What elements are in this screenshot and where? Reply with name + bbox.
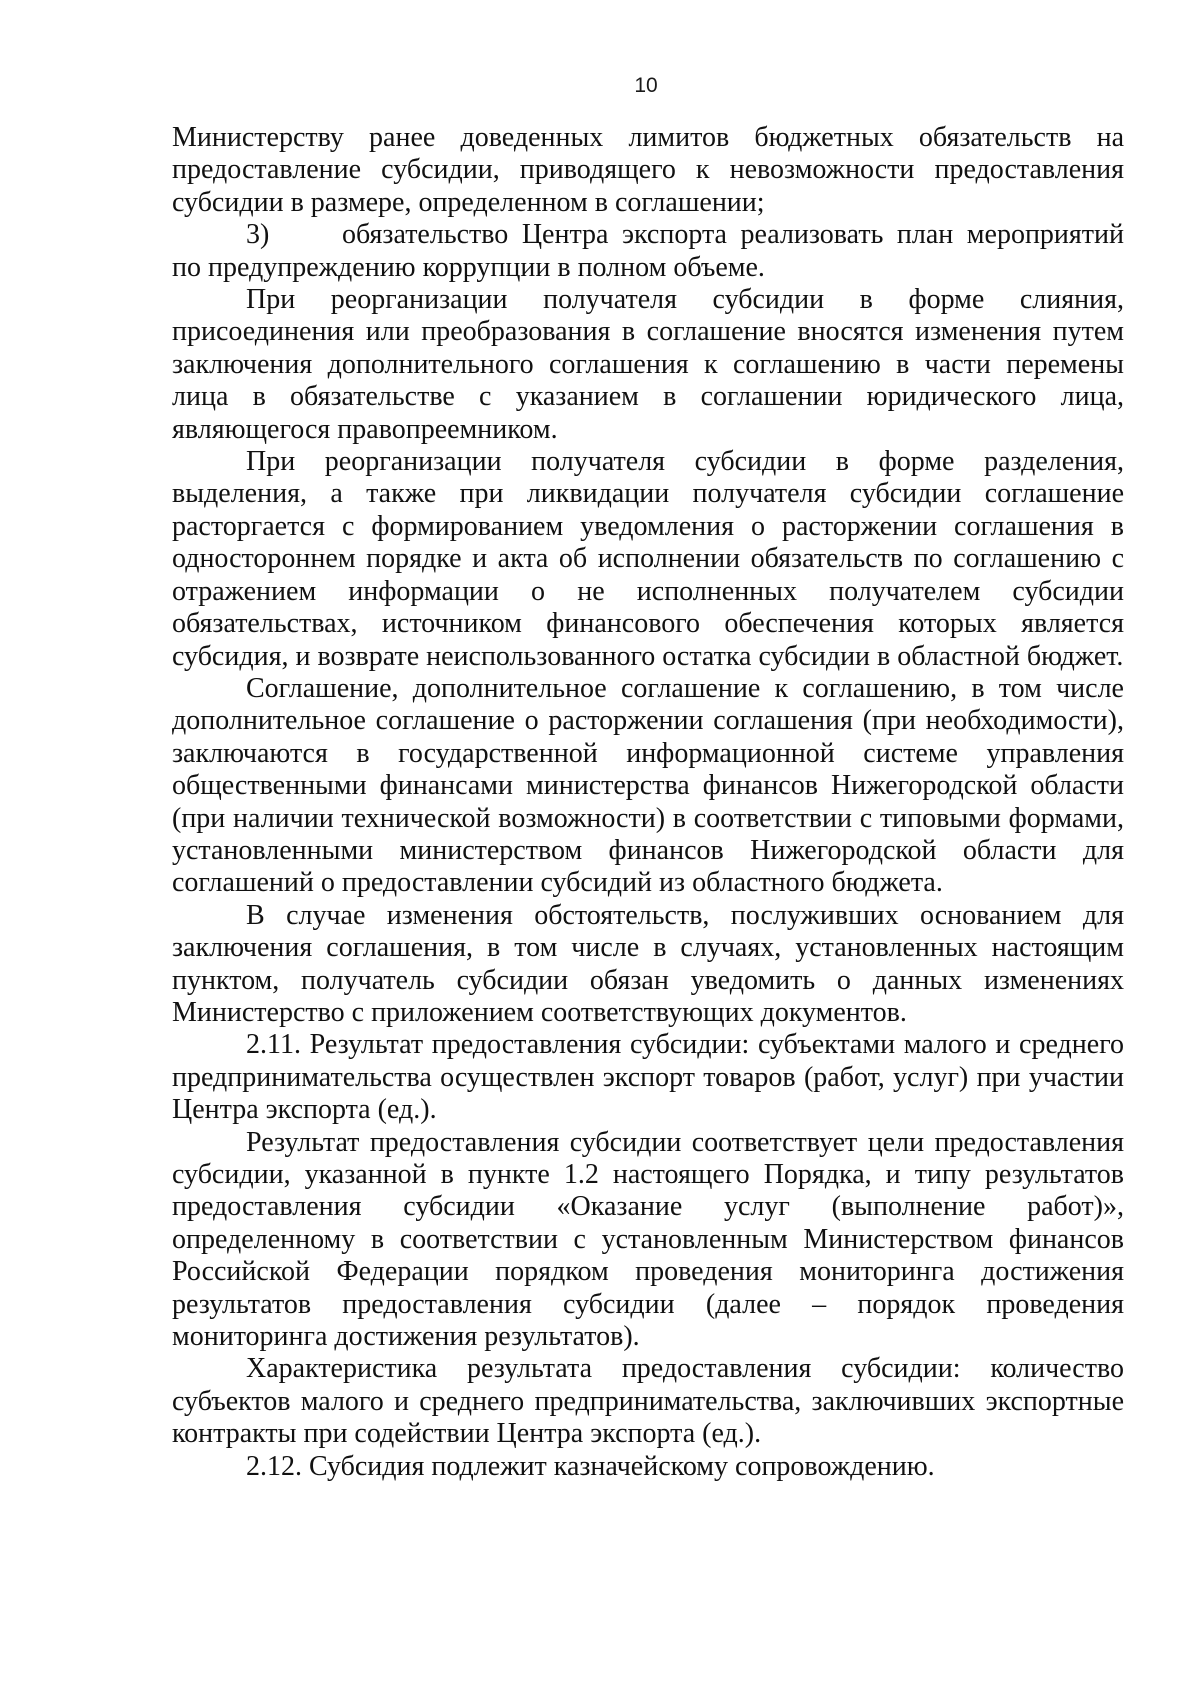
paragraph-2-11-result: 2.11. Результат предоставления субсидии: субъектами малого и среднего предпринимательства осуществлен экспорт товаров (работ, услуг) при участии Центра экспорта (ед.). (172, 1029, 1124, 1126)
paragraph-2-12-treasury: 2.12. Субсидия подлежит казначейскому сопровождению. (246, 1450, 935, 1482)
list-item-3 (172, 219, 1124, 284)
list-item-number: 3) (246, 219, 270, 251)
paragraph-reorganization-division: При реорганизации получателя субсидии в форме разделения, выделения, а также при ликвидации получателя субсидии соглашение расторгается с формированием уведомления о расторжении соглашения в одностороннем порядке и акта об исполнении обязательств по соглашению с отражением информации о не исполненных получателем субсидии обязательствах, источником финансового обеспечения которых является субсидия, и возврате неиспользованного остатка субсидии в областной бюджет. (172, 446, 1124, 672)
paragraph-continuation: Министерству ранее доведенных лимитов бюджетных обязательств на предоставление субсидии, приводящего к невозможности предоставления субсидии в размере, определенном в соглашении; (172, 122, 1124, 218)
paragraph-circumstances-change: В случае изменения обстоятельств, послуживших основанием для заключения соглашения, в том числе в случаях, установленных настоящим пунктом, получатель субсидии обязан уведомить о данных изменениях Министерство с приложением соответствующих документов. (172, 899, 1124, 1028)
paragraph-agreement-system: Соглашение, дополнительное соглашение к соглашению, в том числе дополнительное соглашение о расторжении соглашения (при необходимости), заключаются в государственной информационной системе управления общественными финансами министерства финансов Нижегородской области (при наличии технической возможности) в соответствии с типовыми формами, установленными министерством финансов Нижегородской области для соглашений о предоставлении субсидий из областного бюджета. (172, 672, 1124, 899)
paragraph-result-compliance: Результат предоставления субсидии соответствует цели предоставления субсидии, указанной в пункте 1.2 настоящего Порядка, и типу результатов предоставления субсидии «Оказание услуг (выполнение работ)», определенному в соответствии с установленным Министерством финансов Российской Федерации порядком проведения мониторинга достижения результатов предоставления субсидии (далее – порядок проведения мониторинга достижения результатов). (172, 1126, 1124, 1353)
paragraph-result-characteristic: Характеристика результата предоставления субсидии: количество субъектов малого и среднего предпринимательства, заключивших экспортные контракты при содействии Центра экспорта (ед.). (172, 1353, 1124, 1450)
list-item-text: обязательство Центра экспорта реализовать план мероприятий по предупреждению коррупции в полном объеме. (172, 219, 1124, 283)
document-body (172, 122, 1124, 1483)
page-number: 10 (634, 74, 658, 97)
paragraph-reorganization-merger: При реорганизации получателя субсидии в форме слияния, присоединения или преобразования в соглашение вносятся изменения путем заключения дополнительного соглашения к соглашению в части перемены лица в обязательстве с указанием в соглашении юридического лица, являющегося правопреемником. (172, 284, 1124, 445)
